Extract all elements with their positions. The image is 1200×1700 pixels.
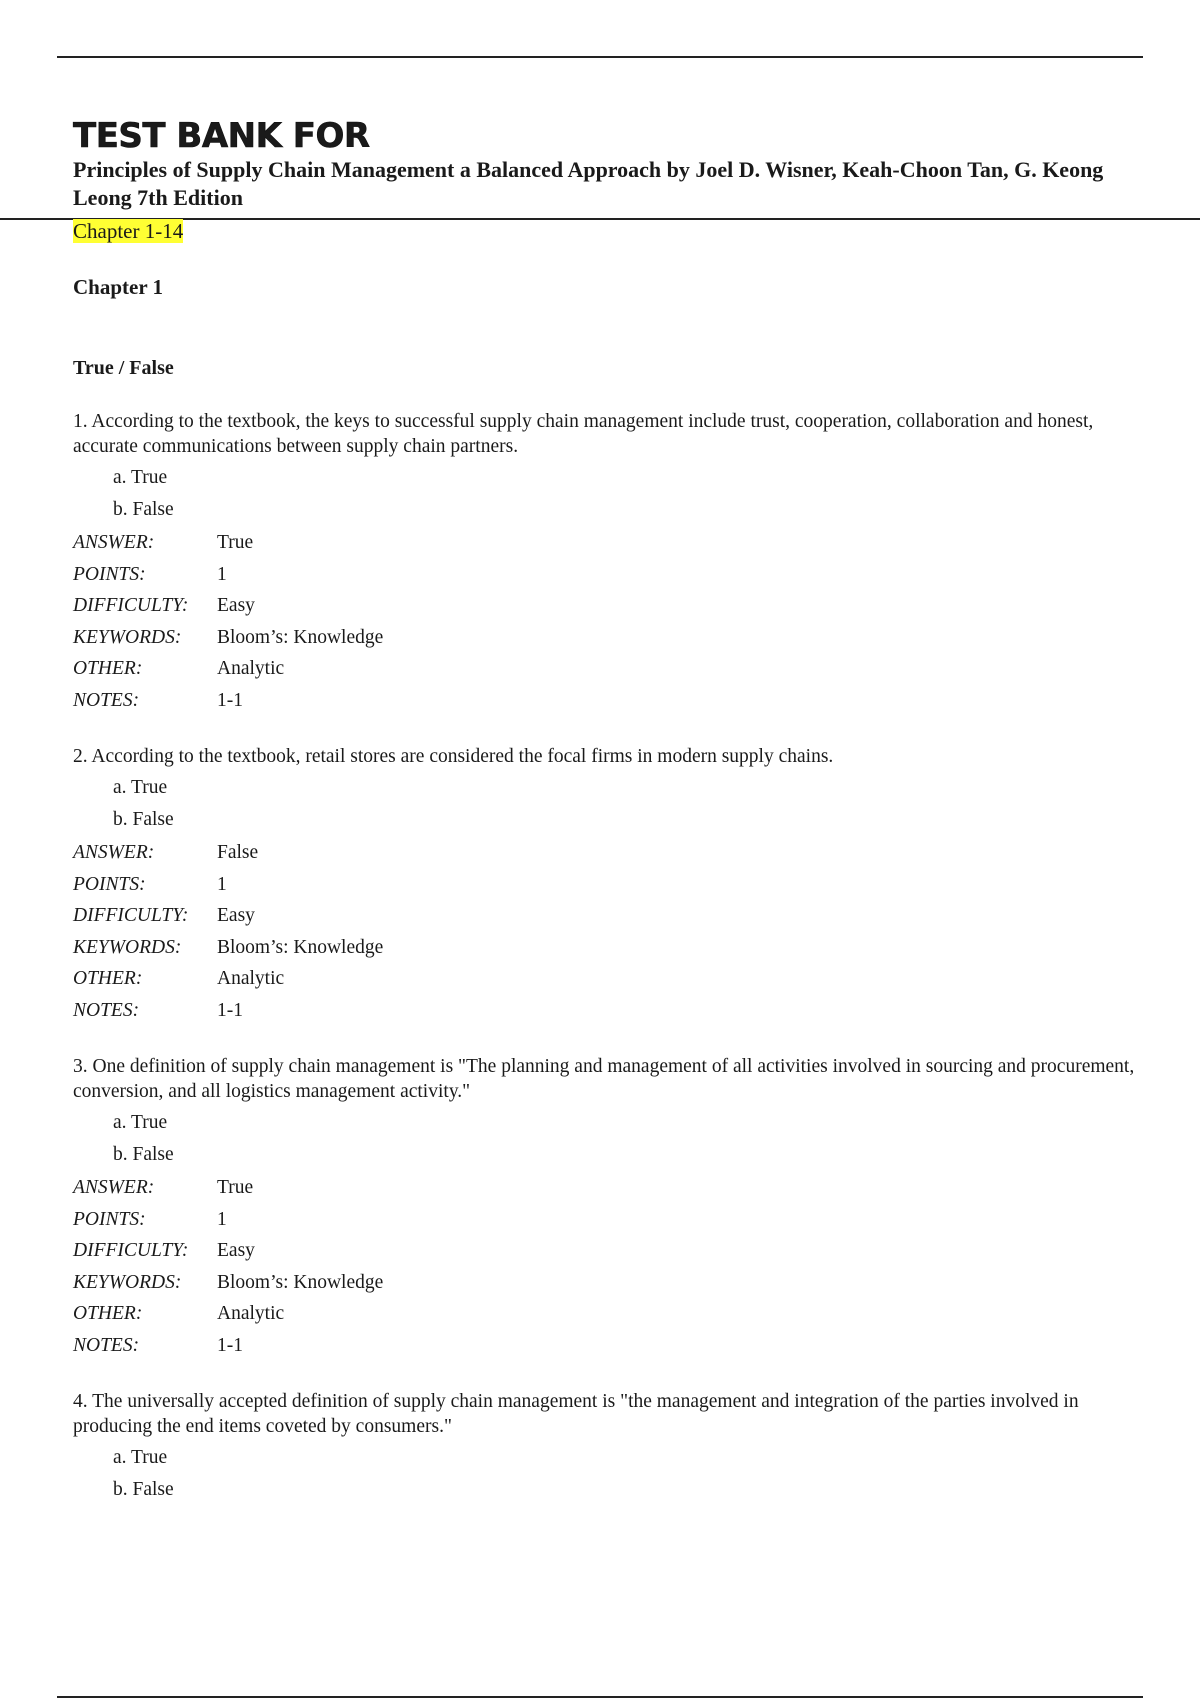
meta-value: False: [217, 842, 259, 863]
meta-notes: [73, 995, 1153, 1027]
meta-value: 1: [217, 873, 227, 895]
meta-points: [73, 1204, 1153, 1236]
meta-label: ANSWER:: [73, 532, 155, 553]
meta-notes: [73, 685, 1153, 717]
meta-value: Analytic: [217, 1303, 285, 1324]
meta-label: POINTS:: [73, 563, 146, 585]
meta-value: 1-1: [217, 999, 243, 1021]
question-text: 2. According to the textbook, retail stores are considered the focal firms in modern supply chains.: [73, 746, 834, 767]
meta-answer: [73, 837, 1153, 869]
meta-label: DIFFICULTY:: [73, 1240, 189, 1261]
meta-value: Bloom’s: Knowledge: [217, 626, 384, 648]
question-text: 1. According to the textbook, the keys to successful supply chain management include trust, cooperation, collaboration and honest, accurate communications between supply chain partners.: [73, 411, 1094, 457]
answer-options: [113, 462, 1153, 526]
meta-notes: [73, 1330, 1153, 1362]
chapter-range-highlight: Chapter 1-14: [73, 219, 184, 243]
meta-value: Bloom’s: Knowledge: [217, 1271, 384, 1293]
meta-label: NOTES:: [73, 689, 140, 711]
meta-label: OTHER:: [73, 1303, 143, 1324]
meta-value: Easy: [217, 905, 255, 926]
answer-options: [113, 1442, 1153, 1506]
meta-difficulty: [73, 590, 1153, 622]
question-2: [73, 744, 1153, 1026]
question-text: 4. The universally accepted definition of supply chain management is "the management and integration of the parties involved in producing the end items coveted by consumers.": [73, 1391, 1079, 1437]
chapter-range: [73, 218, 1153, 244]
meta-value: True: [217, 1177, 254, 1198]
document-title: TEST BANK FOR: [73, 116, 370, 156]
option-true: a. True: [113, 777, 168, 798]
option-true: a. True: [113, 1112, 168, 1133]
option-false: b. False: [113, 499, 174, 520]
meta-label: NOTES:: [73, 1334, 140, 1356]
meta-difficulty: [73, 1235, 1153, 1267]
document-page: [73, 116, 1153, 1506]
meta-value: 1-1: [217, 1334, 243, 1356]
meta-keywords: [73, 622, 1153, 654]
meta-label: ANSWER:: [73, 1177, 155, 1198]
meta-label: POINTS:: [73, 873, 146, 895]
option-true: a. True: [113, 467, 168, 488]
meta-answer: [73, 527, 1153, 559]
meta-other: [73, 1298, 1153, 1330]
meta-other: [73, 653, 1153, 685]
section-heading: True / False: [73, 357, 174, 379]
meta-label: KEYWORDS:: [73, 936, 182, 958]
meta-value: Analytic: [217, 658, 285, 679]
question-3: [73, 1054, 1153, 1361]
meta-value: 1: [217, 1208, 227, 1230]
question-metadata: [73, 1172, 1153, 1361]
question-metadata: [73, 837, 1153, 1026]
question-1: [73, 409, 1153, 716]
meta-label: NOTES:: [73, 999, 140, 1021]
top-rule: [57, 56, 1143, 58]
meta-value: 1: [217, 563, 227, 585]
meta-keywords: [73, 1267, 1153, 1299]
meta-value: True: [217, 532, 254, 553]
question-metadata: [73, 527, 1153, 716]
answer-options: [113, 772, 1153, 836]
meta-value: Easy: [217, 595, 255, 616]
meta-label: ANSWER:: [73, 842, 155, 863]
meta-value: Easy: [217, 1240, 255, 1261]
question-text: 3. One definition of supply chain management is "The planning and management of all activities involved in sourcing and procurement, conversion, and all logistics management activity.": [73, 1056, 1135, 1102]
meta-other: [73, 963, 1153, 995]
meta-label: POINTS:: [73, 1208, 146, 1230]
meta-value: Bloom’s: Knowledge: [217, 936, 384, 958]
meta-value: 1-1: [217, 689, 243, 711]
chapter-heading: Chapter 1: [73, 275, 164, 299]
meta-label: KEYWORDS:: [73, 1271, 182, 1293]
meta-value: Analytic: [217, 968, 285, 989]
question-4: [73, 1389, 1153, 1506]
answer-options: [113, 1107, 1153, 1171]
meta-label: DIFFICULTY:: [73, 595, 189, 616]
meta-label: OTHER:: [73, 968, 143, 989]
option-false: b. False: [113, 1479, 174, 1500]
bottom-rule: [57, 1696, 1143, 1698]
meta-points: [73, 559, 1153, 591]
option-false: b. False: [113, 809, 174, 830]
meta-label: DIFFICULTY:: [73, 905, 189, 926]
meta-points: [73, 869, 1153, 901]
option-true: a. True: [113, 1447, 168, 1468]
book-subtitle: Principles of Supply Chain Management a Balanced Approach by Joel D. Wisner, Keah-Choon Tan, G. Keong Leong 7th Edition: [73, 157, 1104, 210]
option-false: b. False: [113, 1144, 174, 1165]
meta-keywords: [73, 932, 1153, 964]
meta-difficulty: [73, 900, 1153, 932]
meta-label: OTHER:: [73, 658, 143, 679]
meta-answer: [73, 1172, 1153, 1204]
meta-label: KEYWORDS:: [73, 626, 182, 648]
